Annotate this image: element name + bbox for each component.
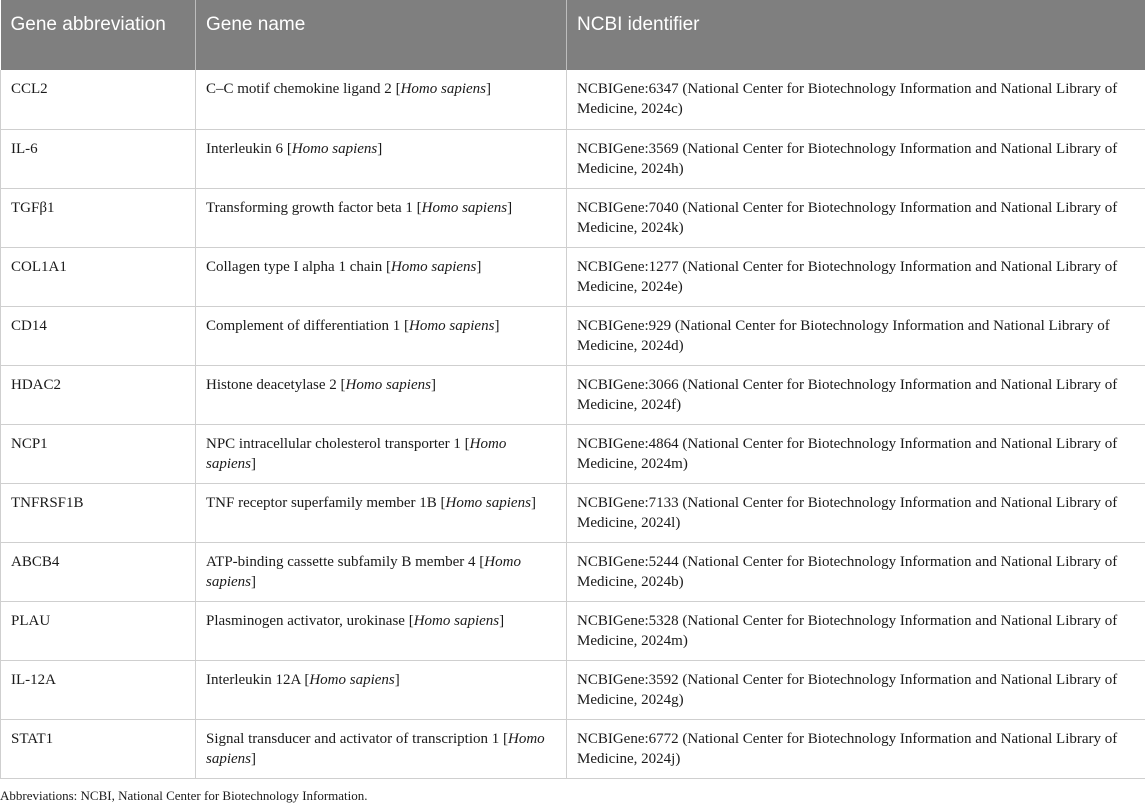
gene-name-text: Signal transducer and activator of transcription 1 (206, 730, 500, 747)
cell-abbr: TGFβ1 (1, 188, 196, 247)
gene-name-text: Interleukin 6 (206, 140, 284, 157)
cell-name: Complement of differentiation 1 [Homo sapiens] (196, 306, 567, 365)
header-gene-name: Gene name (196, 0, 567, 70)
cell-abbr: PLAU (1, 601, 196, 660)
gene-name-text: TNF receptor superfamily member 1B (206, 494, 437, 511)
cell-abbr: COL1A1 (1, 247, 196, 306)
table-row (1, 719, 1145, 778)
species-text: Homo sapiens (345, 376, 431, 393)
cell-name: ATP-binding cassette subfamily B member 4 [Homo sapiens] (196, 542, 567, 601)
species-text: Homo sapiens (400, 81, 486, 97)
gene-name-text: Plasminogen activator, urokinase (206, 612, 405, 629)
cell-ncbi: NCBIGene:3569 (National Center for Biotechnology Information and National Library of Medicine, 2024h) (567, 129, 1145, 188)
cell-abbr: ABCB4 (1, 542, 196, 601)
cell-ncbi: NCBIGene:7133 (National Center for Biotechnology Information and National Library of Medicine, 2024l) (567, 483, 1145, 542)
cell-abbr: NCP1 (1, 424, 196, 483)
cell-abbr: STAT1 (1, 719, 196, 778)
cell-abbr: HDAC2 (1, 365, 196, 424)
gene-name-text: Collagen type I alpha 1 chain (206, 258, 383, 275)
cell-ncbi: NCBIGene:6772 (National Center for Biotechnology Information and National Library of Medicine, 2024j) (567, 719, 1145, 778)
cell-ncbi: NCBIGene:4864 (National Center for Biotechnology Information and National Library of Medicine, 2024m) (567, 424, 1145, 483)
cell-name: Interleukin 6 [Homo sapiens] (196, 129, 567, 188)
cell-abbr: IL-12A (1, 660, 196, 719)
cell-ncbi: NCBIGene:929 (National Center for Biotechnology Information and National Library of Medicine, 2024d) (567, 306, 1145, 365)
species-text: Homo sapiens (390, 258, 477, 275)
header-ncbi-identifier: NCBI identifier (577, 14, 700, 35)
species-text: Homo sapiens (413, 612, 500, 629)
cell-name: Signal transducer and activator of transcription 1 [Homo sapiens] (196, 719, 567, 778)
table-row (1, 247, 1145, 306)
gene-name-text: Complement of differentiation 1 (206, 317, 401, 334)
cell-name: Plasminogen activator, urokinase [Homo sapiens] (196, 601, 567, 660)
table-header-row (1, 0, 1145, 70)
gene-name-text: Transforming growth factor beta 1 (206, 199, 413, 216)
cell-ncbi: NCBIGene:5244 (National Center for Biotechnology Information and National Library of Medicine, 2024b) (567, 542, 1145, 601)
cell-ncbi: NCBIGene:6347 (National Center for Biotechnology Information and National Library of Medicine, 2024c) (567, 70, 1145, 129)
cell-ncbi: NCBIGene:1277 (National Center for Biotechnology Information and National Library of Medicine, 2024e) (567, 247, 1145, 306)
cell-name: Transforming growth factor beta 1 [Homo sapiens] (196, 188, 567, 247)
gene-name-text: NPC intracellular cholesterol transporter 1 (206, 435, 461, 452)
species-text: Homo sapiens (409, 317, 495, 334)
table-row (1, 542, 1145, 601)
table-row (1, 424, 1145, 483)
table-row (1, 660, 1145, 719)
species-text: Homo sapiens (421, 199, 508, 216)
cell-ncbi: NCBIGene:3066 (National Center for Biotechnology Information and National Library of Medicine, 2024f) (567, 365, 1145, 424)
cell-name: Histone deacetylase 2 [Homo sapiens] (196, 365, 567, 424)
species-text: Homo sapiens (445, 494, 531, 511)
table-row (1, 306, 1145, 365)
cell-ncbi: NCBIGene:3592 (National Center for Biotechnology Information and National Library of Medicine, 2024g) (567, 660, 1145, 719)
table-row (1, 365, 1145, 424)
cell-abbr: IL-6 (1, 129, 196, 188)
cell-ncbi: NCBIGene:7040 (National Center for Biotechnology Information and National Library of Medicine, 2024k) (567, 188, 1145, 247)
table-row (1, 601, 1145, 660)
header-gene-abbreviation: Gene abbreviation (1, 0, 196, 70)
cell-abbr: CD14 (1, 306, 196, 365)
table-row (1, 129, 1145, 188)
cell-ncbi: NCBIGene:5328 (National Center for Biotechnology Information and National Library of Medicine, 2024m) (567, 601, 1145, 660)
cell-name: TNF receptor superfamily member 1B [Homo sapiens] (196, 483, 567, 542)
cell-name: Collagen type I alpha 1 chain [Homo sapiens] (196, 247, 567, 306)
table-footnote: Abbreviations: NCBI, National Center for Biotechnology Information. (0, 788, 368, 803)
species-text: Homo sapiens (206, 435, 507, 472)
gene-name-text: C–C motif chemokine ligand 2 (206, 81, 392, 97)
gene-name-text: ATP-binding cassette subfamily B member 4 (206, 553, 476, 570)
cell-name: Interleukin 12A [Homo sapiens] (196, 660, 567, 719)
gene-name-text: Interleukin 12A (206, 671, 301, 688)
species-text: Homo sapiens (309, 671, 395, 688)
gene-name-text: Histone deacetylase 2 (206, 376, 337, 393)
species-text: Homo sapiens (206, 553, 521, 590)
cell-name: C–C motif chemokine ligand 2 [Homo sapiens] (196, 70, 567, 129)
cell-abbr: CCL2 (1, 70, 196, 129)
cell-abbr: TNFRSF1B (1, 483, 196, 542)
species-text: Homo sapiens (291, 140, 378, 157)
table-row (1, 483, 1145, 542)
cell-name: NPC intracellular cholesterol transporter 1 [Homo sapiens] (196, 424, 567, 483)
table-row (1, 188, 1145, 247)
table-row (1, 70, 1145, 129)
species-text: Homo sapiens (206, 730, 545, 767)
